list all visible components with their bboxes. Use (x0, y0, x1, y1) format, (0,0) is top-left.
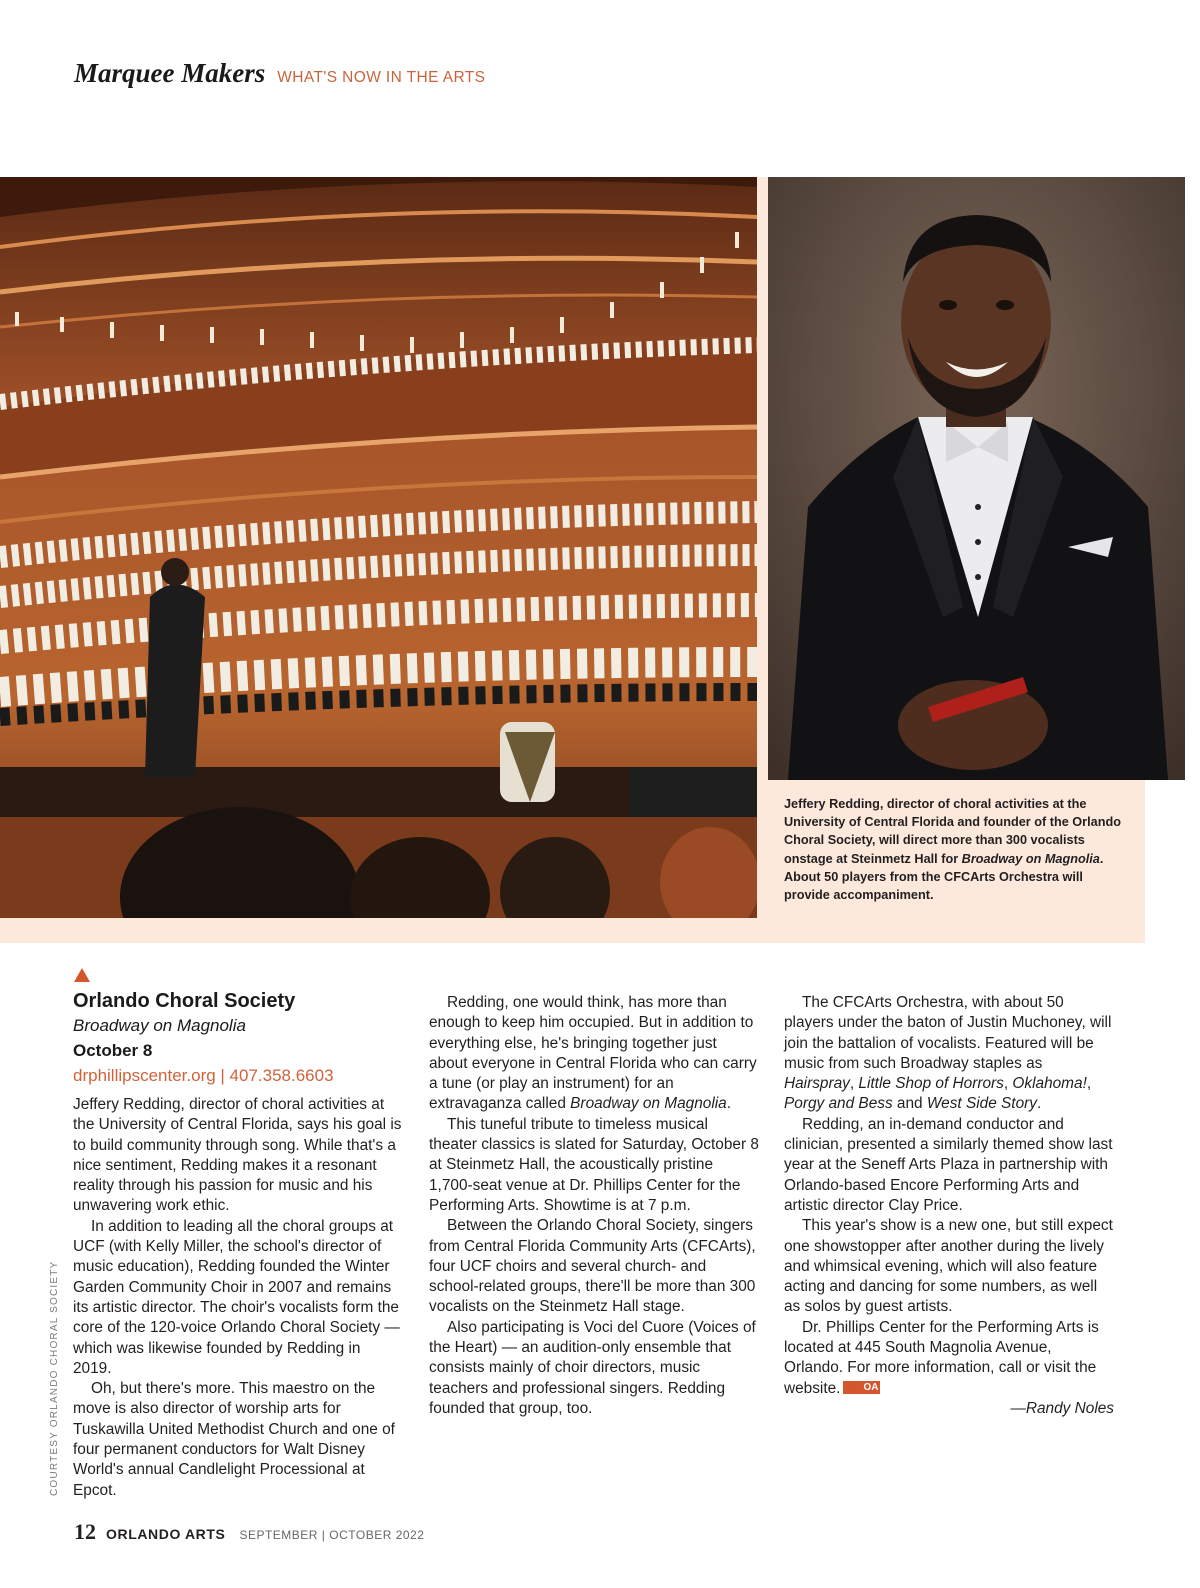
article-text: , (849, 1075, 859, 1093)
article-text: , (1086, 1075, 1092, 1093)
issue-date: SEPTEMBER | OCTOBER 2022 (239, 1528, 425, 1542)
event-info (73, 988, 413, 1088)
article-column-1 (73, 1095, 403, 1501)
event-contact: drphillipscenter.org | 407.358.6603 (73, 1066, 334, 1085)
article-show-title: Hairspray (784, 1075, 850, 1093)
article-paragraph: In addition to leading all the choral groups at UCF (with Kelly Miller, the school's director of music education), Redding founded the Winter Garden Community Choir in 2007 and remains its artistic director. The choir's vocalists form the core of the 120-voice Orlando Choral Society — which was likewise founded by Redding in 2019. (73, 1217, 400, 1377)
article-paragraph (784, 1318, 1114, 1399)
article-text: Redding, one would think, has more than enough to keep him occupied. But in addition to everything else, he's bringing together just about everyone in Central Florida who can carry a tune (or play an instrument) for an extravaganza called (429, 994, 757, 1113)
event-organization: Orlando Choral Society (73, 990, 296, 1012)
triangle-icon (74, 968, 90, 982)
byline: —Randy Noles (1010, 1399, 1114, 1417)
article-text: . (1036, 1095, 1042, 1113)
photo-caption (784, 795, 1129, 904)
article-show-title: Oklahoma! (1012, 1075, 1087, 1093)
choir-photo (0, 177, 757, 918)
section-subtitle: WHAT'S NOW IN THE ARTS (277, 69, 486, 86)
page-footer (74, 1519, 424, 1545)
article-paragraph: Also participating is Voci del Cuore (Voices of the Heart) — an audition-only ensemble that consists mainly of choir directors, music teachers and professional singers. Redding founded that group, too. (429, 1318, 756, 1417)
caption-text-before: Jeffery Redding, director of choral activities at the University of Central Florida and founder of the Orlando Choral Society, will direct more than 300 vocalists onstage at Steinmetz Hall for (784, 797, 1121, 866)
event-date: October 8 (73, 1041, 153, 1060)
article-show-title: West Side Story (926, 1095, 1037, 1113)
article-show-title: Broadway on Magnolia (570, 1095, 727, 1113)
event-show-title: Broadway on Magnolia (73, 1016, 246, 1035)
portrait-photo (768, 177, 1185, 780)
caption-text-after: . About 50 players from the CFCArts Orchestra will provide accompaniment. (784, 851, 1104, 903)
article-show-title: Porgy and Bess (784, 1095, 893, 1113)
caption-show-title: Broadway on Magnolia (961, 851, 1100, 866)
article-text: , (1003, 1075, 1013, 1093)
article-paragraph: This tuneful tribute to timeless musical theater classics is slated for Saturday, October 8 at Steinmetz Hall, the acoustically pristine 1,700-seat venue at Dr. Phillips Center for the Performing Arts. Showtime is at 7 p.m. (429, 1115, 759, 1214)
article-text: Dr. Phillips Center for the Performing Arts is located at 445 South Magnolia Avenue, Orlando. For more information, call or visit the website. (784, 1318, 1099, 1397)
article-paragraph (429, 993, 759, 1115)
page-number: 12 (74, 1519, 96, 1544)
article-column-3 (784, 993, 1114, 1419)
article-text: The CFCArts Orchestra, with about 50 players under the baton of Justin Muchoney, will join the battalion of vocalists. Featured will be music from such Broadway staples as (784, 994, 1112, 1072)
article-show-title: Little Shop of Horrors (858, 1075, 1004, 1093)
page-header (74, 58, 485, 94)
article-paragraph: Between the Orlando Choral Society, singers from Central Florida Community Arts (CFCArts), four UCF choirs and several church- and school-related groups, there'll be more than 300 vocalists on the Steinmetz Hall stage. (429, 1217, 756, 1316)
article-paragraph: This year's show is a new one, but still expect one showstopper after another during the lively and whimsical evening, which will also feature acting and dancing for some numbers, as well as solos by guest artists. (784, 1217, 1113, 1316)
section-title: Marquee Makers (74, 58, 266, 88)
article-paragraph: Oh, but there's more. This maestro on the move is also director of worship arts for Tuskawilla United Methodist Church and one of four permanent conductors for Walt Disney World's annual Candlelight Processional at Epcot. (73, 1380, 395, 1499)
publication-name: ORLANDO ARTS (106, 1526, 226, 1542)
end-mark-icon: OA (843, 1381, 880, 1394)
photo-credit: COURTESY ORLANDO CHORAL SOCIETY (49, 1260, 60, 1496)
article-paragraph (784, 993, 1114, 1115)
article-text: and (892, 1095, 927, 1113)
article-paragraph: Redding, an in-demand conductor and clinician, presented a similarly themed show last year at the Seneff Arts Plaza in partnership with Orlando-based Encore Performing Arts and artistic director Clay Price. (784, 1115, 1113, 1214)
article-text: . (726, 1095, 732, 1113)
article-column-2 (429, 993, 759, 1419)
article-paragraph: Jeffery Redding, director of choral activities at the University of Central Florida, says his goal is to build community through song. While that's a nice sentiment, Redding makes it a resonant reality through his passion for music and his unwavering work ethic. (73, 1096, 402, 1215)
